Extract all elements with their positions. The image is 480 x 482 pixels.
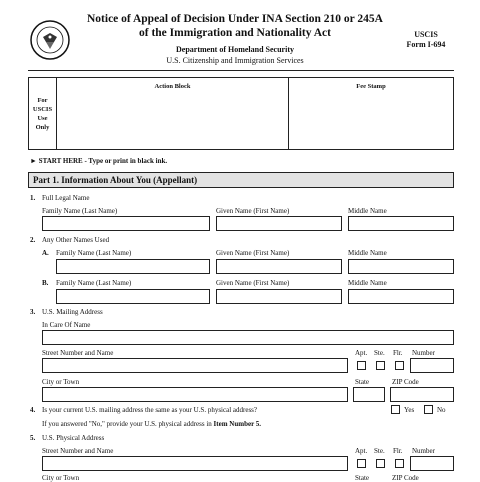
q2a-letter: A.: [42, 249, 49, 257]
q1-family-name-input[interactable]: [42, 216, 210, 231]
q3-number-label: Number: [412, 349, 435, 357]
q5-unit-number-input[interactable]: [410, 456, 454, 471]
q4-no-label: No: [437, 406, 446, 414]
q2b-middle-label: Middle Name: [348, 279, 387, 287]
q4-note: [42, 420, 261, 428]
q3-flr-label: Flr.: [393, 349, 403, 357]
q4-yes-checkbox[interactable]: [391, 405, 400, 414]
q3-care-of-input[interactable]: [42, 330, 454, 345]
q1-middle-label: Middle Name: [348, 207, 387, 215]
q5-zip-label: ZIP Code: [392, 474, 419, 482]
q2-number: 2.: [30, 236, 36, 244]
q5-apt-checkbox[interactable]: [357, 459, 366, 468]
q4-note-item-ref: Item Number 5.: [213, 420, 262, 428]
q3-label: U.S. Mailing Address: [42, 308, 103, 316]
q5-flr-label: Flr.: [393, 447, 403, 455]
q3-city-label: City or Town: [42, 378, 80, 386]
uscis-use-only-label: For USCIS Use Only: [29, 78, 57, 149]
q4-no-checkbox[interactable]: [424, 405, 433, 414]
q3-unit-number-input[interactable]: [410, 358, 454, 373]
q5-city-label: City or Town: [42, 474, 80, 482]
q5-label: U.S. Physical Address: [42, 434, 105, 442]
q3-ste-label: Ste.: [374, 349, 385, 357]
q3-state-select[interactable]: [353, 387, 385, 402]
q1-middle-name-input[interactable]: [348, 216, 454, 231]
q5-number-label: Number: [412, 447, 435, 455]
agency-name: U.S. Citizenship and Immigration Services: [166, 56, 304, 65]
q2b-given-label: Given Name (First Name): [216, 279, 290, 287]
q3-care-of-label: In Care Of Name: [42, 321, 91, 329]
q2a-family-label: Family Name (Last Name): [56, 249, 132, 257]
q5-street-label: Street Number and Name: [42, 447, 114, 455]
q5-street-input[interactable]: [42, 456, 348, 471]
form-identifier: [396, 30, 456, 50]
q5-ste-checkbox[interactable]: [376, 459, 385, 468]
q5-apt-label: Apt.: [355, 447, 368, 455]
fee-stamp: Fee Stamp: [356, 83, 386, 90]
q3-state-label: State: [355, 378, 369, 386]
form-title-line1: Notice of Appeal of Decision Under INA Section 210 or 245A: [86, 13, 383, 25]
q2a-middle-label: Middle Name: [348, 249, 387, 257]
q2b-family-name-input[interactable]: [56, 289, 210, 304]
q1-given-label: Given Name (First Name): [216, 207, 290, 215]
q4-label: Is your current U.S. mailing address the same as your U.S. physical address?: [42, 406, 258, 414]
q2a-given-label: Given Name (First Name): [216, 249, 290, 257]
q2b-given-name-input[interactable]: [216, 289, 342, 304]
header-divider: [28, 70, 454, 71]
form-title: [80, 12, 390, 40]
q3-street-input[interactable]: [42, 358, 348, 373]
q3-city-input[interactable]: [42, 387, 348, 402]
q5-state-label: State: [355, 474, 369, 482]
q1-label: Full Legal Name: [42, 194, 90, 202]
q3-street-label: Street Number and Name: [42, 349, 114, 357]
q2b-family-label: Family Name (Last Name): [56, 279, 132, 287]
form-number: Form I-694: [406, 40, 446, 49]
form-agency: USCIS: [414, 30, 438, 39]
q2a-given-name-input[interactable]: [216, 259, 342, 274]
q2a-middle-name-input[interactable]: [348, 259, 454, 274]
q4-number: 4.: [30, 406, 36, 414]
form-title-line2: of the Immigration and Nationality Act: [139, 27, 331, 39]
q2a-family-name-input[interactable]: [56, 259, 210, 274]
q5-flr-checkbox[interactable]: [395, 459, 404, 468]
q3-number: 3.: [30, 308, 36, 316]
action-block: Action Block: [57, 78, 289, 149]
q5-number: 5.: [30, 434, 36, 442]
q2b-letter: B.: [42, 279, 49, 287]
q5-ste-label: Ste.: [374, 447, 385, 455]
q3-apt-checkbox[interactable]: [357, 361, 366, 370]
department-name: Department of Homeland Security: [176, 45, 294, 54]
q3-apt-label: Apt.: [355, 349, 368, 357]
q3-flr-checkbox[interactable]: [395, 361, 404, 370]
q4-yes-label: Yes: [404, 406, 415, 414]
q4-note-text: If you answered "No," provide your U.S. physical address in: [42, 420, 214, 428]
q1-number: 1.: [30, 194, 36, 202]
q3-ste-checkbox[interactable]: [376, 361, 385, 370]
q1-family-label: Family Name (Last Name): [42, 207, 118, 215]
q2b-middle-name-input[interactable]: [348, 289, 454, 304]
part1-header: Part 1. Information About You (Appellant): [28, 172, 454, 188]
q1-given-name-input[interactable]: [216, 216, 342, 231]
dhs-seal-logo: [30, 20, 70, 60]
uscis-use-only-block: [28, 77, 454, 150]
start-here-instruction: ► START HERE - Type or print in black ink.: [30, 157, 168, 165]
q3-zip-label: ZIP Code: [392, 378, 419, 386]
q2-label: Any Other Names Used: [42, 236, 110, 244]
q3-zip-input[interactable]: [390, 387, 454, 402]
